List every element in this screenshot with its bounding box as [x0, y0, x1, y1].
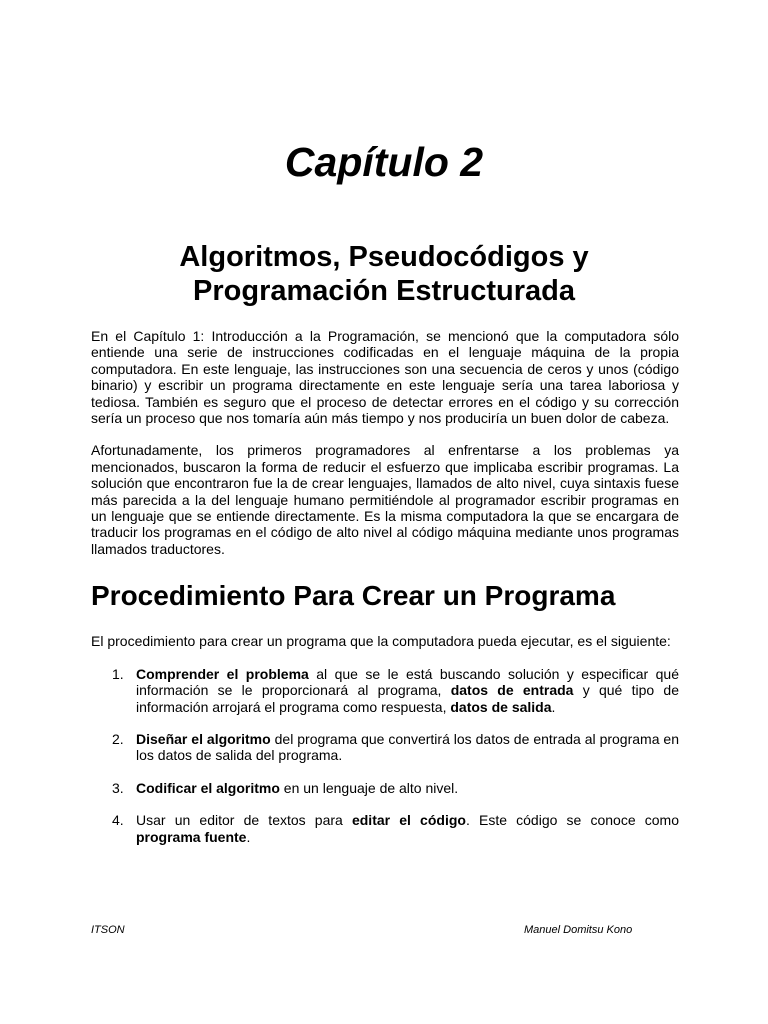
- step-text: del programa que convertirá los datos de entrada al programa en los datos de salida del programa.: [136, 730, 679, 764]
- step-bold-text: programa fuente: [136, 828, 247, 845]
- list-item-step-2: [91, 731, 679, 764]
- chapter-title: Capítulo 2: [284, 139, 484, 185]
- step-bold-text: datos de salida: [450, 698, 552, 715]
- step-bold-text: Codificar el algoritmo: [136, 779, 280, 796]
- intro-paragraph-1: En el Capítulo 1: Introducción a la Programación, se mencionó que la computadora sólo entiende una serie de instrucciones codificadas en el lenguaje máquina de la propia computadora. En este lenguaje, las instrucciones son una secuencia de ceros y unos (código binario) y escribir un programa directamente en este lenguaje sería una tarea laboriosa y tediosa. También es seguro que el proceso de detectar errores en el código y su corrección sería un proceso que nos tomaría aún más tiempo y nos produciría un buen dolor de cabeza.: [91, 328, 679, 427]
- step-text: .: [246, 828, 251, 845]
- list-item-step-1: [91, 666, 679, 715]
- section-intro: El procedimiento para crear un programa que la computadora pueda ejecutar, es el siguiente:: [91, 633, 671, 650]
- step-text: en un lenguaje de alto nivel.: [279, 779, 459, 796]
- chapter-subtitle-line-2: Programación Estructurada: [193, 275, 575, 307]
- procedure-steps-list: [91, 666, 679, 845]
- step-bold-text: datos de entrada: [450, 682, 574, 699]
- step-number: 1.: [112, 665, 124, 682]
- section-heading: Procedimiento Para Crear un Programa: [91, 580, 616, 612]
- step-bold-text: Comprender el problema: [136, 665, 309, 682]
- body-content: [91, 328, 679, 861]
- chapter-subtitle-line-1: Algoritmos, Pseudocódigos y: [179, 241, 589, 273]
- step-text: al que se le está buscando solución y especificar qué información se le proporcionará al programa,: [136, 665, 679, 699]
- footer-institution: ITSON: [91, 924, 125, 936]
- step-text: y qué tipo de información arrojará el programa como respuesta,: [136, 682, 679, 715]
- step-bold-text: editar el código: [351, 812, 466, 829]
- step-text: Usar un editor de textos para: [136, 812, 352, 829]
- step-text: . Este código se conoce como: [465, 812, 679, 829]
- list-item-step-3: [91, 780, 679, 796]
- footer-author: Manuel Domitsu Kono: [524, 924, 633, 936]
- step-number: 4.: [112, 812, 124, 829]
- step-text: .: [551, 698, 556, 715]
- step-number: 2.: [112, 730, 124, 747]
- step-number: 3.: [112, 779, 124, 796]
- intro-paragraph-2: Afortunadamente, los primeros programadores al enfrentarse a los problemas ya mencionados, buscaron la forma de reducir el esfuerzo que implicaba escribir programas. La solución que encontraron fue la de crear lenguajes, llamados de alto nivel, cuya sintaxis fuese más parecida a la del lenguaje humano permitiéndole al programador escribir programas en un lenguaje que se entiende directamente. Es la misma computadora la que se encargara de traducir los programas en el código de alto nivel al código máquina mediante unos programas llamados traductores.: [91, 442, 679, 557]
- list-item-step-4: [91, 812, 679, 845]
- step-bold-text: Diseñar el algoritmo: [136, 730, 271, 747]
- chapter-subtitle: [100, 240, 668, 308]
